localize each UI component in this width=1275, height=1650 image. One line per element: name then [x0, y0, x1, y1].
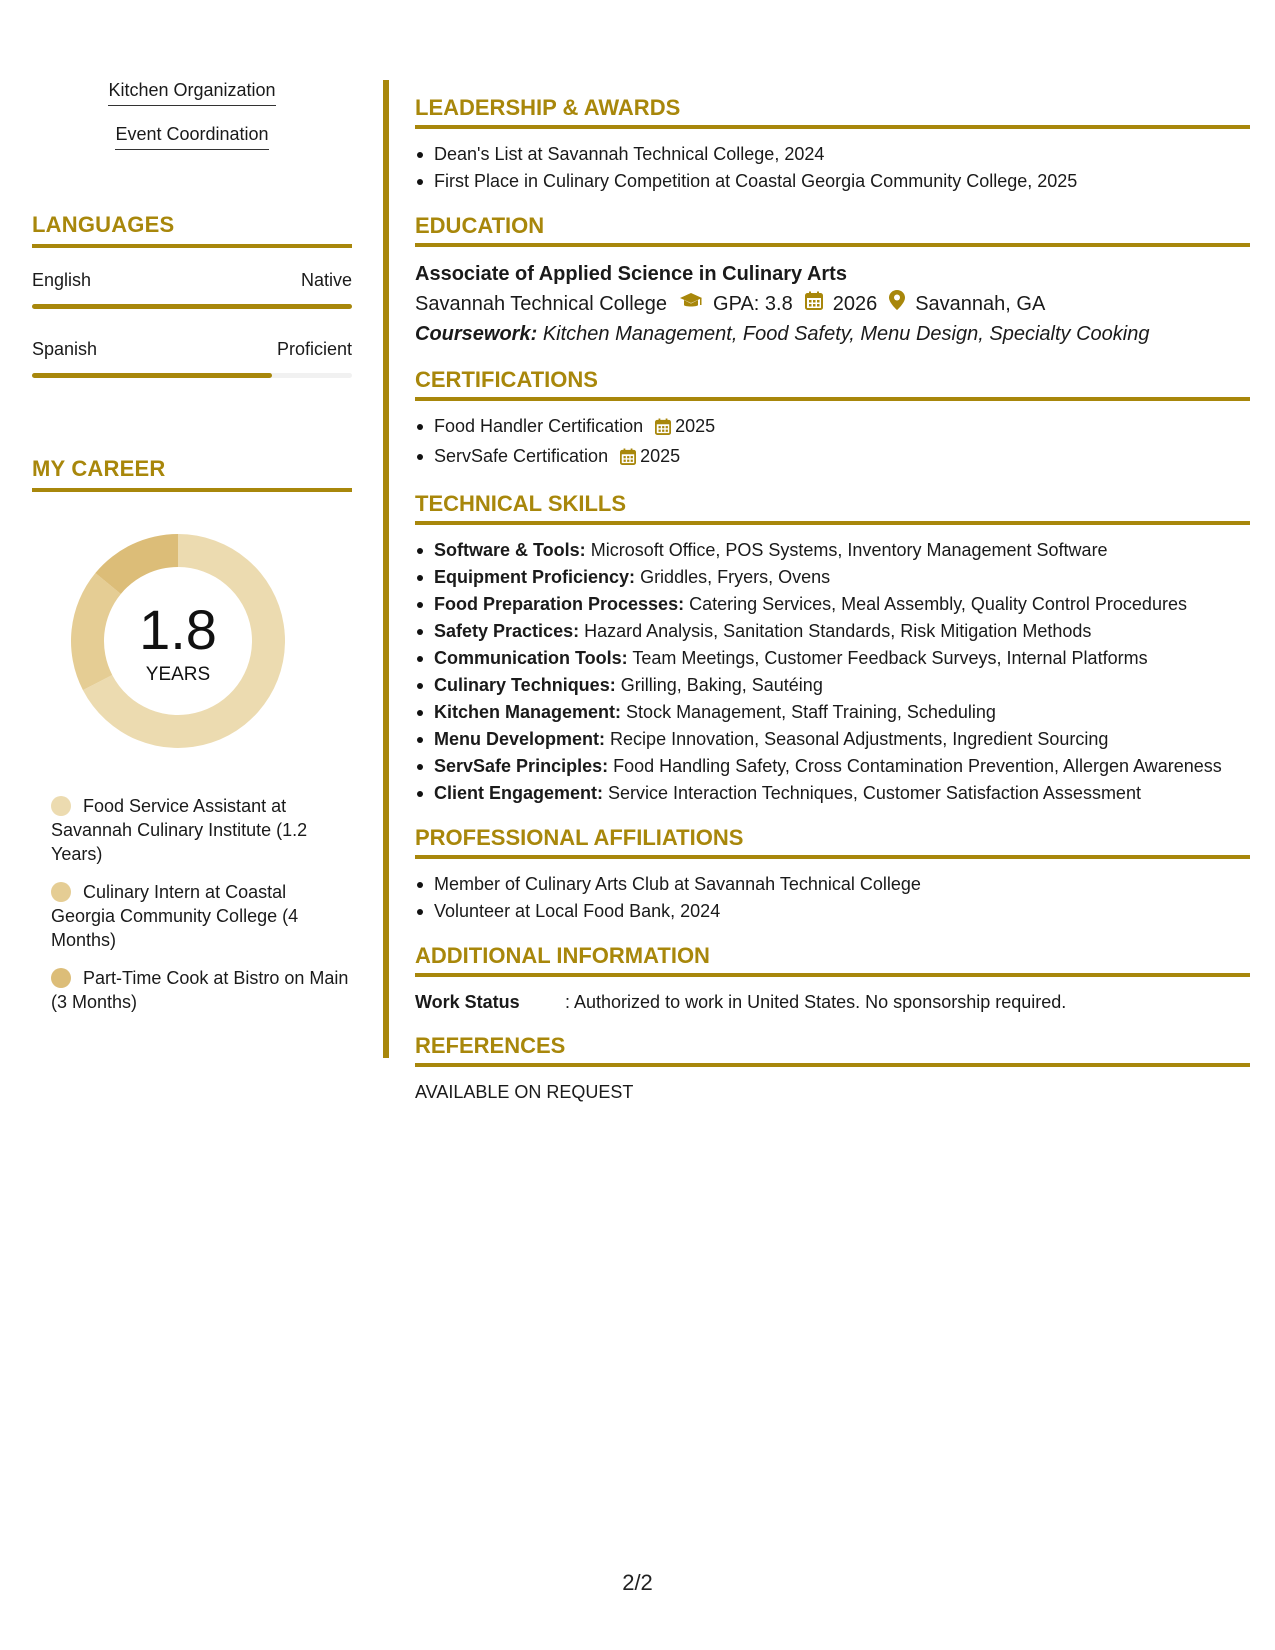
certifications-list — [415, 413, 1250, 473]
skill-label: Communication Tools: — [434, 648, 628, 668]
calendar-icon — [655, 416, 671, 443]
coursework — [415, 319, 1250, 349]
gpa: GPA: 3.8 — [713, 293, 793, 315]
list-item — [415, 591, 1250, 618]
career-item-text: Culinary Intern at Coastal Georgia Community College (4 Months) — [51, 882, 299, 950]
work-status-value: : Authorized to work in United States. No sponsorship required. — [565, 992, 1067, 1012]
skill-label: Menu Development: — [434, 729, 606, 749]
column-divider — [383, 80, 389, 1058]
coursework-value: Kitchen Management, Food Safety, Menu Design, Specialty Cooking — [542, 323, 1150, 345]
skill-value: Service Interaction Techniques, Customer Satisfaction Assessment — [608, 783, 1141, 803]
skill-value: Catering Services, Meal Assembly, Quality Control Procedures — [689, 594, 1187, 614]
language-level: Proficient — [276, 339, 352, 359]
skill-value: Hazard Analysis, Sanitation Standards, Risk Mitigation Methods — [584, 621, 1092, 641]
language-bar-fill — [32, 373, 272, 378]
sidebar — [32, 80, 352, 1028]
career-donut — [32, 528, 352, 768]
career-item — [51, 880, 352, 952]
list-item — [415, 413, 1250, 443]
skill-label: Software & Tools: — [434, 540, 586, 560]
skill-value: Food Handling Safety, Cross Contamination Prevention, Allergen Awareness — [613, 756, 1222, 776]
certifications-heading: CERTIFICATIONS — [415, 367, 1250, 401]
list-item — [415, 780, 1250, 807]
language-name: English — [32, 270, 92, 290]
career-section — [32, 456, 352, 1014]
skill-tags — [32, 80, 352, 168]
career-item-text: Part-Time Cook at Bistro on Main (3 Months) — [51, 968, 349, 1012]
certification-year: 2025 — [675, 416, 716, 436]
career-item-text: Food Service Assistant at Savannah Culinary Institute (1.2 Years) — [51, 796, 308, 864]
language-bar — [32, 304, 352, 309]
technical-skills-list — [415, 537, 1250, 807]
list-item — [415, 645, 1250, 672]
skill-value: Team Meetings, Customer Feedback Surveys, Internal Platforms — [632, 648, 1148, 668]
work-status-row — [415, 989, 1250, 1015]
work-status-label: Work Status — [415, 992, 520, 1012]
education-section — [415, 213, 1250, 349]
certification-year: 2025 — [640, 446, 681, 466]
languages-section — [32, 212, 352, 378]
certification-name: Food Handler Certification — [434, 416, 644, 436]
certification-name: ServSafe Certification — [434, 446, 609, 466]
coursework-label: Coursework: — [415, 323, 538, 345]
skill-tag: Event Coordination — [115, 124, 268, 150]
references-text: AVAILABLE ON REQUEST — [415, 1082, 634, 1102]
calendar-icon — [805, 289, 823, 319]
career-item — [51, 966, 352, 1014]
graduation-cap-icon — [679, 289, 703, 319]
graduation-year: 2026 — [832, 293, 878, 315]
affiliations-heading: PROFESSIONAL AFFILIATIONS — [415, 825, 1250, 859]
languages-heading: LANGUAGES — [32, 212, 352, 248]
language-bar-fill — [32, 304, 352, 309]
career-total: 1.8 — [139, 598, 217, 661]
career-heading: MY CAREER — [32, 456, 352, 492]
additional-info-section — [415, 943, 1250, 1015]
language-level: Native — [300, 270, 352, 290]
skill-value: Grilling, Baking, Sautéing — [620, 675, 823, 695]
list-item — [415, 753, 1250, 780]
language-row — [32, 339, 352, 360]
language-bar — [32, 373, 352, 378]
list-item — [415, 564, 1250, 591]
education-details — [415, 289, 1250, 319]
language-row — [32, 270, 352, 291]
affiliations-section — [415, 825, 1250, 925]
leadership-list — [415, 141, 1250, 195]
career-dot — [51, 796, 71, 816]
career-unit: YEARS — [145, 664, 211, 685]
language-name: Spanish — [32, 339, 98, 359]
calendar-icon — [620, 446, 636, 473]
education-heading: EDUCATION — [415, 213, 1250, 247]
list-item — [415, 537, 1250, 564]
list-item: Member of Culinary Arts Club at Savannah Technical College — [415, 871, 1250, 898]
list-item: Volunteer at Local Food Bank, 2024 — [415, 898, 1250, 925]
skill-label: Culinary Techniques: — [434, 675, 616, 695]
donut-center — [65, 528, 291, 754]
skill-value: Stock Management, Staff Training, Scheduling — [626, 702, 996, 722]
certifications-section — [415, 367, 1250, 473]
school-location: Savannah, GA — [915, 293, 1046, 315]
list-item — [415, 699, 1250, 726]
technical-skills-heading: TECHNICAL SKILLS — [415, 491, 1250, 525]
list-item — [415, 618, 1250, 645]
skill-label: Safety Practices: — [434, 621, 580, 641]
skill-value: Griddles, Fryers, Ovens — [640, 567, 831, 587]
career-item — [51, 794, 352, 866]
skill-label: Food Preparation Processes: — [434, 594, 685, 614]
affiliations-list — [415, 871, 1250, 925]
career-list — [32, 794, 352, 1014]
career-dot — [51, 968, 71, 988]
skill-label: Kitchen Management: — [434, 702, 622, 722]
skill-tag: Kitchen Organization — [108, 80, 275, 106]
additional-info-heading: ADDITIONAL INFORMATION — [415, 943, 1250, 977]
list-item — [415, 672, 1250, 699]
technical-skills-section — [415, 491, 1250, 807]
references-section — [415, 1033, 1250, 1105]
degree-title: Associate of Applied Science in Culinary Arts — [415, 263, 847, 285]
school-name: Savannah Technical College — [415, 293, 668, 315]
list-item — [415, 726, 1250, 753]
main-content — [415, 95, 1250, 1123]
list-item: First Place in Culinary Competition at Coastal Georgia Community College, 2025 — [415, 168, 1250, 195]
skill-label: Equipment Proficiency: — [434, 567, 636, 587]
leadership-section — [415, 95, 1250, 195]
page-number: 2/2 — [622, 1570, 653, 1595]
skill-value: Recipe Innovation, Seasonal Adjustments, Ingredient Sourcing — [610, 729, 1109, 749]
skill-value: Microsoft Office, POS Systems, Inventory Management Software — [590, 540, 1108, 560]
location-pin-icon — [889, 289, 905, 319]
list-item: Dean's List at Savannah Technical College, 2024 — [415, 141, 1250, 168]
references-heading: REFERENCES — [415, 1033, 1250, 1067]
career-dot — [51, 882, 71, 902]
list-item — [415, 443, 1250, 473]
skill-label: ServSafe Principles: — [434, 756, 609, 776]
skill-label: Client Engagement: — [434, 783, 604, 803]
leadership-heading: LEADERSHIP & AWARDS — [415, 95, 1250, 129]
